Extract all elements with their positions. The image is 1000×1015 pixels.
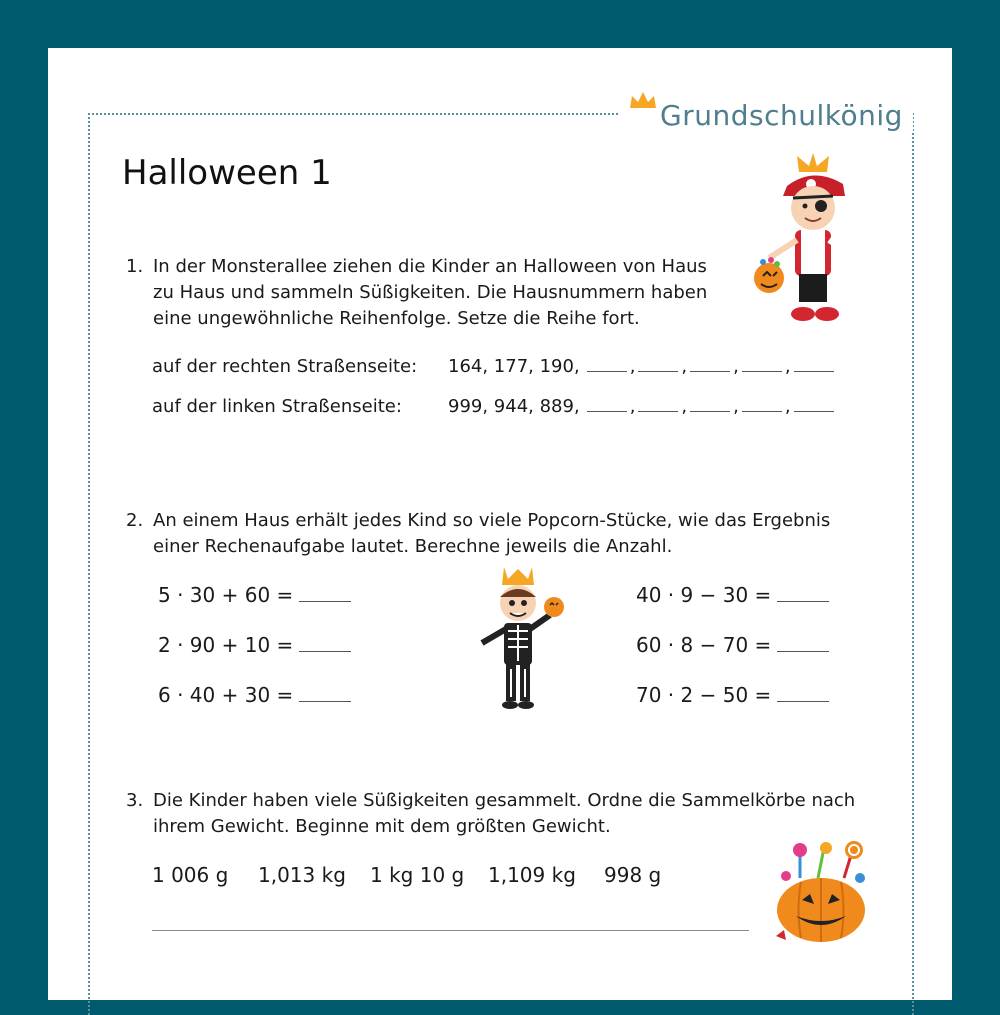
equation-text: 40 · 9 − 30 = [636, 583, 772, 607]
equation-text: 6 · 40 + 30 = [158, 683, 294, 707]
equation [636, 683, 829, 707]
crown-icon [628, 90, 658, 110]
answer-blank[interactable] [794, 397, 834, 412]
answer-blank[interactable] [777, 587, 829, 602]
sequence-label: auf der rechten Straßenseite: [152, 356, 418, 377]
equation [158, 683, 351, 707]
answer-blank[interactable] [690, 357, 730, 372]
equation [158, 583, 351, 607]
weight-item: 1,109 kg [488, 863, 576, 887]
task-1-text: In der Monsterallee ziehen die Kinder an Halloween von Haus zu Haus und sammeln Süßigkeiten. Die Hausnummern haben eine ungewöhnliche Reihenfolge. Setze die Reihe fort. [153, 256, 708, 329]
answer-blank[interactable] [742, 357, 782, 372]
equation [158, 633, 351, 657]
answer-blank[interactable] [742, 397, 782, 412]
answer-blank[interactable] [638, 357, 678, 372]
task-3 [126, 788, 873, 840]
weight-item: 1 006 g [152, 863, 229, 887]
answer-blank[interactable] [794, 357, 834, 372]
weight-item: 998 g [604, 863, 662, 887]
equation [636, 583, 829, 607]
brand-logo [618, 90, 913, 132]
brand-name: Grundschulkönig [660, 99, 903, 132]
pirate-child-icon [753, 148, 873, 328]
worksheet: Grundschulkönig Halloween 1 1. In der Monsterallee ziehen die Kinder an Halloween von Haus zu Haus und sammeln Süßigkeiten. Die Hausnummern haben eine ungewöhnliche Reihenfolge. Setze die Reihe fort. auf der rechten Straßenseite: 164, 177, 190, , , , , auf der linken Straßenseite: 999, 944, 889, , , , , 2. An einem Haus erhält jedes Kind so viele Popcorn-Stücke, wie das Ergebnis einer Rechenaufgabe lautet. Berechne jeweils die Anzahl. 5 · 30 + 60 = 2 · 90 + 10 = 6 · 40 + 30 = 40 · 9 − 30 = 60 · 8 − 70 = 70 · 2 − 50 = 3. Die Kinder haben viele Süßigkeiten gesammelt. Ordne die Sammelkörbe nach ihrem Gewicht. Beginne mit dem größten Gewicht. 1 006 g 1,013 kg 1 kg 10 g 1,109 kg 998 g [48, 48, 952, 1000]
equation [636, 633, 829, 657]
sequence-label: auf der linken Straßenseite: [152, 396, 402, 417]
answer-blank[interactable] [299, 637, 351, 652]
answer-blank[interactable] [638, 397, 678, 412]
weight-item: 1,013 kg [258, 863, 346, 887]
task-3-number: 3. [126, 790, 144, 811]
equation-text: 70 · 2 − 50 = [636, 683, 772, 707]
task-2 [126, 508, 843, 560]
answer-blank[interactable] [777, 637, 829, 652]
task-2-number: 2. [126, 510, 144, 531]
task-2-text: An einem Haus erhält jedes Kind so viele Popcorn-Stücke, wie das Ergebnis einer Rechenaufgabe lautet. Berechne jeweils die Anzahl. [153, 510, 831, 557]
equation-text: 2 · 90 + 10 = [158, 633, 294, 657]
weight-item: 1 kg 10 g [370, 863, 465, 887]
answer-blank[interactable] [690, 397, 730, 412]
answer-blank[interactable] [299, 587, 351, 602]
answer-blank[interactable] [777, 687, 829, 702]
skeleton-child-icon [468, 563, 568, 713]
pumpkin-candy-icon [766, 838, 876, 948]
ordering-answer-line[interactable] [152, 930, 749, 931]
equation-text: 5 · 30 + 60 = [158, 583, 294, 607]
sequence-values: 999, 944, 889, [448, 396, 580, 417]
task-3-text: Die Kinder haben viele Süßigkeiten gesammelt. Ordne die Sammelkörbe nach ihrem Gewicht. Beginne mit dem größten Gewicht. [153, 790, 856, 837]
task-1 [126, 254, 713, 332]
sequence-values: 164, 177, 190, [448, 356, 580, 377]
answer-blank[interactable] [587, 357, 627, 372]
equation-text: 60 · 8 − 70 = [636, 633, 772, 657]
task-1-number: 1. [126, 256, 144, 277]
page-title: Halloween 1 [122, 153, 332, 193]
answer-blank[interactable] [299, 687, 351, 702]
answer-blank[interactable] [587, 397, 627, 412]
